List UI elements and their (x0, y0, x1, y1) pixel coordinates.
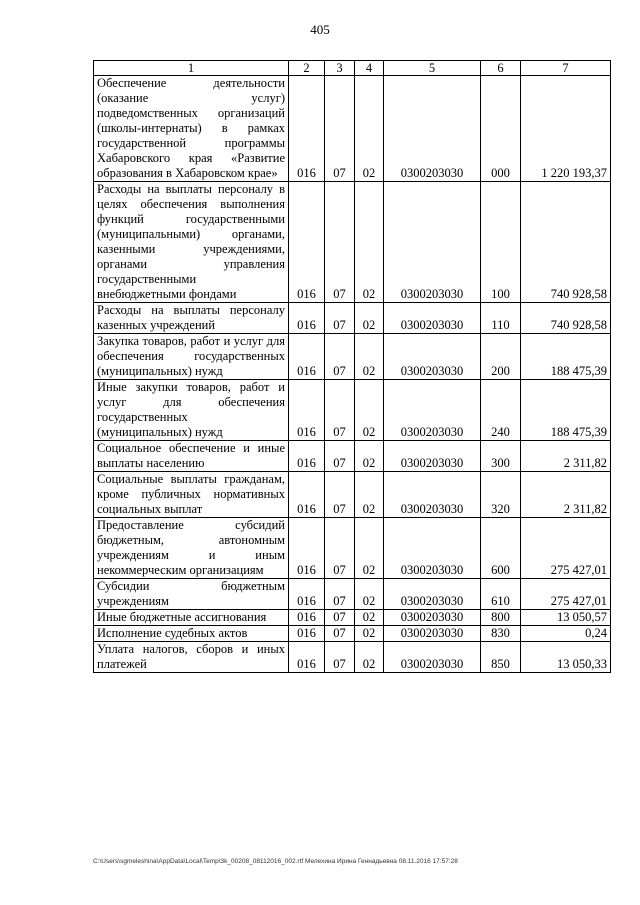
row-col5: 0300203030 (384, 441, 481, 472)
row-col6: 100 (481, 182, 521, 303)
row-col3: 07 (325, 579, 355, 610)
column-header-3: 3 (325, 61, 355, 76)
row-col3: 07 (325, 472, 355, 518)
row-col5: 0300203030 (384, 626, 481, 642)
table-row (94, 334, 611, 380)
row-col2: 016 (289, 642, 325, 673)
table-row (94, 441, 611, 472)
row-amount: 740 928,58 (521, 182, 611, 303)
row-description: Социальное обеспечение и иные выплаты населению (94, 441, 289, 472)
row-amount: 740 928,58 (521, 303, 611, 334)
row-col3: 07 (325, 441, 355, 472)
table-row (94, 76, 611, 182)
row-col3: 07 (325, 380, 355, 441)
table-header-row (94, 61, 611, 76)
row-col4: 02 (355, 380, 384, 441)
row-col4: 02 (355, 303, 384, 334)
file-path-footer: C:\Users\sgmeleshina\AppData\Local\Temp\3k_00208_08112016_002.rtf Мелехина Ирина Геннадьевна 08.11.2016 17:57:28 (93, 858, 458, 865)
row-col4: 02 (355, 472, 384, 518)
row-col2: 016 (289, 626, 325, 642)
row-col2: 016 (289, 610, 325, 626)
row-col6: 110 (481, 303, 521, 334)
row-amount: 188 475,39 (521, 334, 611, 380)
row-description: Уплата налогов, сборов и иных платежей (94, 642, 289, 673)
column-header-1: 1 (94, 61, 289, 76)
row-col5: 0300203030 (384, 76, 481, 182)
row-col6: 600 (481, 518, 521, 579)
table-row (94, 626, 611, 642)
row-amount: 13 050,33 (521, 642, 611, 673)
column-header-4: 4 (355, 61, 384, 76)
row-amount: 2 311,82 (521, 441, 611, 472)
row-description: Закупка товаров, работ и услуг для обеспечения государственных (муниципальных) нужд (94, 334, 289, 380)
row-col4: 02 (355, 76, 384, 182)
row-col5: 0300203030 (384, 579, 481, 610)
row-col4: 02 (355, 579, 384, 610)
row-col3: 07 (325, 642, 355, 673)
row-col4: 02 (355, 441, 384, 472)
row-amount: 275 427,01 (521, 579, 611, 610)
table-row (94, 182, 611, 303)
row-col2: 016 (289, 441, 325, 472)
row-col5: 0300203030 (384, 642, 481, 673)
row-col5: 0300203030 (384, 334, 481, 380)
row-col6: 200 (481, 334, 521, 380)
row-description: Расходы на выплаты персоналу казенных учреждений (94, 303, 289, 334)
row-col3: 07 (325, 76, 355, 182)
column-header-2: 2 (289, 61, 325, 76)
row-col3: 07 (325, 182, 355, 303)
row-amount: 2 311,82 (521, 472, 611, 518)
row-col5: 0300203030 (384, 610, 481, 626)
row-description: Расходы на выплаты персоналу в целях обеспечения выполнения функций государственными (муниципальными) органами, казенными учреждениями, органами управления государственными внебюджетными фондами (94, 182, 289, 303)
row-amount: 275 427,01 (521, 518, 611, 579)
row-col6: 320 (481, 472, 521, 518)
row-col2: 016 (289, 76, 325, 182)
row-col4: 02 (355, 518, 384, 579)
row-description: Субсидии бюджетным учреждениям (94, 579, 289, 610)
row-col6: 800 (481, 610, 521, 626)
row-col2: 016 (289, 380, 325, 441)
row-amount: 1 220 193,37 (521, 76, 611, 182)
row-amount: 0,24 (521, 626, 611, 642)
row-col5: 0300203030 (384, 182, 481, 303)
row-amount: 188 475,39 (521, 380, 611, 441)
row-col3: 07 (325, 518, 355, 579)
row-col5: 0300203030 (384, 380, 481, 441)
row-col3: 07 (325, 303, 355, 334)
row-col2: 016 (289, 182, 325, 303)
row-col2: 016 (289, 303, 325, 334)
row-col2: 016 (289, 579, 325, 610)
row-description: Исполнение судебных актов (94, 626, 289, 642)
row-col3: 07 (325, 334, 355, 380)
row-col3: 07 (325, 610, 355, 626)
table-row (94, 472, 611, 518)
row-col5: 0300203030 (384, 303, 481, 334)
column-header-5: 5 (384, 61, 481, 76)
column-header-7: 7 (521, 61, 611, 76)
row-amount: 13 050,57 (521, 610, 611, 626)
row-col3: 07 (325, 626, 355, 642)
row-col4: 02 (355, 334, 384, 380)
row-col4: 02 (355, 626, 384, 642)
table-row (94, 303, 611, 334)
row-col6: 300 (481, 441, 521, 472)
row-col5: 0300203030 (384, 472, 481, 518)
row-col4: 02 (355, 182, 384, 303)
row-col6: 830 (481, 626, 521, 642)
page-number: 405 (310, 22, 330, 37)
row-col2: 016 (289, 472, 325, 518)
row-col6: 240 (481, 380, 521, 441)
row-description: Предоставление субсидий бюджетным, автономным учреждениям и иным некоммерческим организациям (94, 518, 289, 579)
row-col6: 850 (481, 642, 521, 673)
table-row (94, 642, 611, 673)
budget-table (93, 60, 611, 673)
row-col6: 000 (481, 76, 521, 182)
row-description: Иные закупки товаров, работ и услуг для обеспечения государственных (муниципальных) нужд (94, 380, 289, 441)
row-col5: 0300203030 (384, 518, 481, 579)
row-col2: 016 (289, 518, 325, 579)
row-description: Социальные выплаты гражданам, кроме публичных нормативных социальных выплат (94, 472, 289, 518)
column-header-6: 6 (481, 61, 521, 76)
row-description: Иные бюджетные ассигнования (94, 610, 289, 626)
row-col4: 02 (355, 642, 384, 673)
table-row (94, 380, 611, 441)
table-row (94, 579, 611, 610)
table-row (94, 610, 611, 626)
row-col4: 02 (355, 610, 384, 626)
row-description: Обеспечение деятельности (оказание услуг) подведомственных организаций (школы-интернаты) в рамках государственной программы Хабаровского края «Развитие образования в Хабаровском крае» (94, 76, 289, 182)
row-col6: 610 (481, 579, 521, 610)
row-col2: 016 (289, 334, 325, 380)
table-row (94, 518, 611, 579)
